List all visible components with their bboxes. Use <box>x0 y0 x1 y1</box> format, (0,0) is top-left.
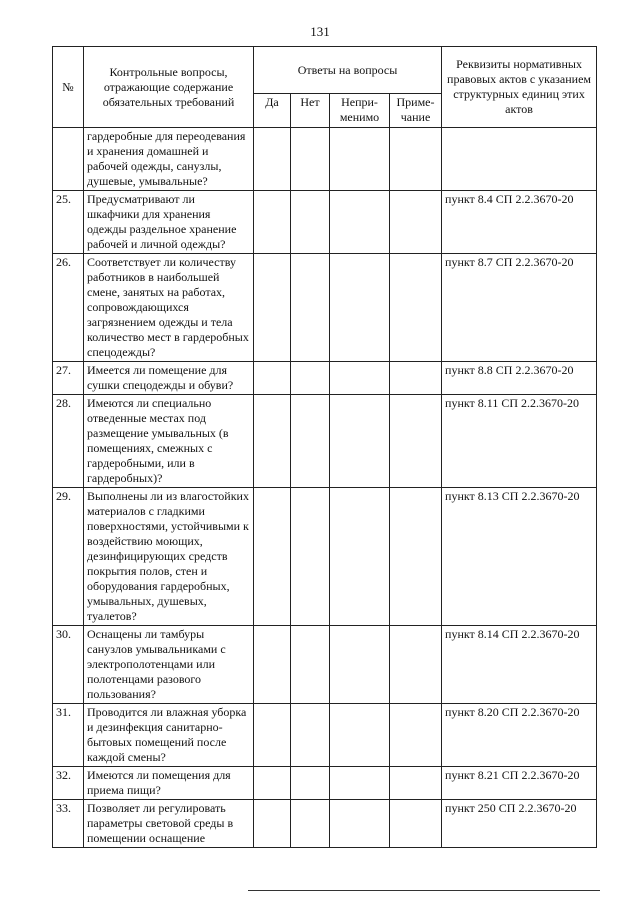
answer-yes-cell[interactable] <box>254 128 291 191</box>
row-requisite: пункт 8.7 СП 2.2.3670-20 <box>442 254 597 362</box>
row-question: Оснащены ли тамбуры санузлов умывальниками с электрополотенцами или полотенцами разового пользования? <box>84 626 254 704</box>
answer-no-cell[interactable] <box>291 800 330 848</box>
answer-note-cell[interactable] <box>390 800 442 848</box>
header-question: Контрольные вопросы, отражающие содержание обязательных требований <box>84 47 254 128</box>
table-row <box>53 395 597 488</box>
answer-yes-cell[interactable] <box>254 395 291 488</box>
header-answer-note: Приме- чание <box>390 94 442 128</box>
answer-yes-cell[interactable] <box>254 191 291 254</box>
header-answers: Ответы на вопросы <box>254 47 442 94</box>
answer-no-cell[interactable] <box>291 767 330 800</box>
answer-na-cell[interactable] <box>330 626 390 704</box>
row-requisite: пункт 8.14 СП 2.2.3670-20 <box>442 626 597 704</box>
table-row <box>53 254 597 362</box>
table-row <box>53 362 597 395</box>
answer-na-cell[interactable] <box>330 395 390 488</box>
answer-note-cell[interactable] <box>390 767 442 800</box>
row-question: Соответствует ли количеству работников в наибольшей смене, занятых на работах, сопровождающихся загрязнением одежды и тела количество мест в гардеробных спецодежды? <box>84 254 254 362</box>
answer-yes-cell[interactable] <box>254 254 291 362</box>
table-row <box>53 800 597 848</box>
answer-na-cell[interactable] <box>330 128 390 191</box>
table-row <box>53 704 597 767</box>
table-row <box>53 488 597 626</box>
row-requisite: пункт 250 СП 2.2.3670-20 <box>442 800 597 848</box>
answer-yes-cell[interactable] <box>254 626 291 704</box>
answer-no-cell[interactable] <box>291 704 330 767</box>
answer-na-cell[interactable] <box>330 488 390 626</box>
answer-no-cell[interactable] <box>291 191 330 254</box>
table-row <box>53 626 597 704</box>
row-requisite: пункт 8.8 СП 2.2.3670-20 <box>442 362 597 395</box>
checklist-table <box>52 46 597 848</box>
answer-na-cell[interactable] <box>330 704 390 767</box>
row-question: Имеются ли помещения для приема пищи? <box>84 767 254 800</box>
answer-no-cell[interactable] <box>291 254 330 362</box>
answer-no-cell[interactable] <box>291 488 330 626</box>
row-number: 29. <box>53 488 84 626</box>
answer-no-cell[interactable] <box>291 626 330 704</box>
row-number: 32. <box>53 767 84 800</box>
table-row <box>53 767 597 800</box>
row-number: 28. <box>53 395 84 488</box>
row-number: 25. <box>53 191 84 254</box>
answer-yes-cell[interactable] <box>254 362 291 395</box>
answer-na-cell[interactable] <box>330 767 390 800</box>
answer-note-cell[interactable] <box>390 395 442 488</box>
answer-note-cell[interactable] <box>390 128 442 191</box>
row-requisite: пункт 8.21 СП 2.2.3670-20 <box>442 767 597 800</box>
row-number <box>53 128 84 191</box>
answer-note-cell[interactable] <box>390 704 442 767</box>
table-row <box>53 191 597 254</box>
row-question: Позволяет ли регулировать параметры световой среды в помещении оснащение <box>84 800 254 848</box>
page-number: 131 <box>310 24 330 39</box>
answer-note-cell[interactable] <box>390 626 442 704</box>
header-answer-yes: Да <box>254 94 291 128</box>
answer-no-cell[interactable] <box>291 128 330 191</box>
row-question: Выполнены ли из влагостойких материалов с гладкими поверхностями, устойчивыми к воздействию моющих, дезинфицирующих средств покрытия полов, стен и оборудования гардеробных, умывальных, душевых, туалетов? <box>84 488 254 626</box>
row-question: гардеробные для переодевания и хранения домашней и рабочей одежды, санузлы, душевые, умывальные? <box>84 128 254 191</box>
answer-no-cell[interactable] <box>291 362 330 395</box>
row-number: 27. <box>53 362 84 395</box>
header-answer-not-applicable: Непри- менимо <box>330 94 390 128</box>
row-number: 30. <box>53 626 84 704</box>
header-number: № <box>53 47 84 128</box>
row-requisite: пункт 8.13 СП 2.2.3670-20 <box>442 488 597 626</box>
row-question: Имеется ли помещение для сушки спецодежды и обуви? <box>84 362 254 395</box>
header-answer-no: Нет <box>291 94 330 128</box>
answer-na-cell[interactable] <box>330 254 390 362</box>
row-question: Предусматривают ли шкафчики для хранения одежды раздельное хранение рабочей и личной одежды? <box>84 191 254 254</box>
row-requisite: пункт 8.11 СП 2.2.3670-20 <box>442 395 597 488</box>
answer-note-cell[interactable] <box>390 488 442 626</box>
answer-note-cell[interactable] <box>390 191 442 254</box>
answer-na-cell[interactable] <box>330 800 390 848</box>
answer-na-cell[interactable] <box>330 191 390 254</box>
row-number: 31. <box>53 704 84 767</box>
row-requisite: пункт 8.20 СП 2.2.3670-20 <box>442 704 597 767</box>
row-number: 33. <box>53 800 84 848</box>
row-requisite: пункт 8.4 СП 2.2.3670-20 <box>442 191 597 254</box>
answer-na-cell[interactable] <box>330 362 390 395</box>
row-requisite <box>442 128 597 191</box>
answer-yes-cell[interactable] <box>254 767 291 800</box>
table-row <box>53 128 597 191</box>
answer-no-cell[interactable] <box>291 395 330 488</box>
page-bottom-rule <box>248 890 600 891</box>
answer-yes-cell[interactable] <box>254 800 291 848</box>
header-requisites: Реквизиты нормативных правовых актов с указанием структурных единиц этих актов <box>442 47 597 128</box>
row-question: Проводится ли влажная уборка и дезинфекция санитарно-бытовых помещений после каждой смены? <box>84 704 254 767</box>
row-number: 26. <box>53 254 84 362</box>
answer-yes-cell[interactable] <box>254 488 291 626</box>
answer-note-cell[interactable] <box>390 254 442 362</box>
answer-yes-cell[interactable] <box>254 704 291 767</box>
answer-note-cell[interactable] <box>390 362 442 395</box>
row-question: Имеются ли специально отведенные местах под размещение умывальных (в помещениях, смежных с гардеробными, или в гардеробных)? <box>84 395 254 488</box>
